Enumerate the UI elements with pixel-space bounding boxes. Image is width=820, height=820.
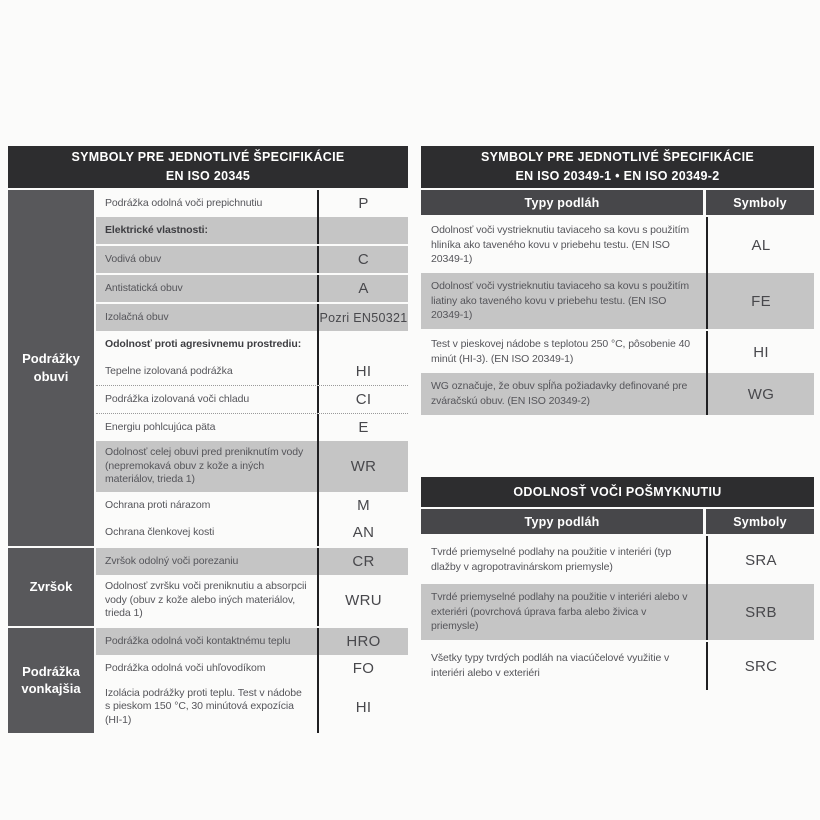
row-description: Elektrické vlastnosti: [105, 223, 208, 236]
table-row [96, 548, 408, 575]
row-symbol: AL [706, 217, 814, 273]
group-rows [96, 628, 408, 733]
row-description: Odolnosť voči vystrieknutiu taviaceho sa kovu s použitím hliníka ako taveného kovu v priebehu testu. (EN ISO 20349-1) [431, 224, 690, 266]
table-row [96, 302, 408, 331]
table-body [421, 217, 814, 415]
row-symbol: WG [706, 373, 814, 415]
table-title-line1: SYMBOLY PRE JEDNOTLIVÉ ŠPECIFIKÁCIE [480, 150, 755, 165]
row-description: Antistatická obuv [105, 281, 183, 294]
table-group [8, 628, 408, 733]
table-row [96, 519, 408, 546]
row-symbol: C [317, 246, 408, 273]
group-rows [96, 548, 408, 626]
table-row [421, 217, 814, 273]
table-row [96, 273, 408, 302]
row-description: Odolnosť zvršku voči preniknutiu a absorpcii vody (obuv z kože alebo iných materiálov, trieda 1) [105, 579, 307, 620]
table-row [421, 329, 814, 373]
row-description: Vodivá obuv [105, 252, 162, 265]
row-description: Podrážka odolná voči uhľovodíkom [105, 661, 266, 674]
row-symbol: AN [317, 519, 408, 546]
row-symbol: A [317, 275, 408, 302]
table-row [96, 217, 408, 244]
row-symbol: HRO [317, 628, 408, 655]
table-slip-resistance [421, 477, 814, 690]
table-title-line2: EN ISO 20345 [165, 169, 251, 183]
table-title-en-iso-20345 [8, 146, 408, 188]
row-description: Odolnosť celej obuvi pred preniknutím vody (nepremokavá obuv z kože a iných materiálov, trieda 1) [105, 446, 304, 486]
row-symbol: HI [317, 358, 408, 385]
row-symbol: WR [317, 441, 408, 492]
row-description: Tvrdé priemyselné podlahy na použitie v interiéri (typ dlažby v agropotravinárskom priemysle) [431, 546, 672, 573]
table-row [421, 273, 814, 329]
table-row [96, 628, 408, 655]
row-description: Podrážka odolná voči prepichnutiu [105, 196, 263, 209]
column-header-symbols: Symboly [706, 190, 814, 215]
column-header-row [421, 509, 814, 534]
table-body [8, 190, 408, 733]
table-row [96, 331, 408, 358]
group-label: Zvršok [8, 548, 94, 626]
row-description: Ochrana proti nárazom [105, 498, 211, 511]
table-row [96, 655, 408, 682]
table-body [421, 536, 814, 690]
table-group [8, 548, 408, 626]
table-row [96, 190, 408, 217]
row-symbol: SRA [706, 536, 814, 584]
column-header-symbols: Symboly [706, 509, 814, 534]
row-description: Podrážka izolovaná voči chladu [105, 392, 250, 405]
table-row [96, 441, 408, 492]
row-symbol: HI [317, 682, 408, 733]
table-row [96, 358, 408, 385]
group-label: Podrážka vonkajšia [8, 628, 94, 733]
row-symbol: CR [317, 548, 408, 575]
row-symbol: FE [706, 273, 814, 329]
row-description: Všetky typy tvrdých podláh na viacúčelové využitie v interiéri alebo v exteriéri [431, 652, 670, 680]
table-row [96, 492, 408, 519]
row-description: Energiu pohlcujúca päta [105, 420, 216, 433]
table-row [421, 584, 814, 640]
row-description: Tvrdé priemyselné podlahy na použitie v interiéri alebo v exteriéri (povrchová úprava farba alebo živica v priemysle) [431, 591, 688, 633]
row-description: Podrážka odolná voči kontaktnému teplu [105, 634, 291, 647]
row-symbol: WRU [317, 575, 408, 626]
table-row [96, 385, 408, 413]
row-description: Izolácia podrážky proti teplu. Test v nádobe s pieskom 150 °C, 30 minútová expozícia (HI-1) [105, 686, 302, 727]
column-header-floor-types: Typy podláh [421, 190, 703, 215]
table-row [96, 413, 408, 441]
table-title-line2: EN ISO 20349-1 • EN ISO 20349-2 [515, 169, 720, 183]
table-en-iso-20349 [421, 146, 814, 415]
row-description: Izolačná obuv [105, 310, 169, 323]
table-row [96, 244, 408, 273]
group-rows [96, 190, 408, 546]
table-title-en-iso-20349 [421, 146, 814, 188]
row-symbol: FO [317, 655, 408, 682]
row-symbol: Pozri EN50321 [317, 304, 408, 331]
row-description: Tepelne izolovaná podrážka [105, 364, 233, 377]
row-description: Test v pieskovej nádobe s teplotou 250 °C, pôsobenie 40 minút (HI-3). (EN ISO 20349-1) [431, 338, 691, 366]
table-row [96, 575, 408, 626]
table-row [421, 536, 814, 584]
row-description: Zvršok odolný voči porezaniu [105, 554, 239, 567]
row-symbol: E [317, 414, 408, 441]
row-symbol: CI [317, 386, 408, 413]
row-symbol [317, 217, 408, 244]
group-label: Podrážky obuvi [8, 190, 94, 546]
table-group [8, 190, 408, 546]
row-symbol: SRC [706, 642, 814, 690]
row-description: Odolnosť proti agresivnemu prostrediu: [105, 337, 302, 350]
table-row [421, 640, 814, 690]
row-description: Ochrana členkovej kosti [105, 525, 215, 538]
row-symbol: HI [706, 331, 814, 373]
table-title-slip-resistance [421, 477, 814, 507]
row-symbol: P [317, 190, 408, 217]
table-row [421, 373, 814, 415]
row-symbol: M [317, 492, 408, 519]
row-description: Odolnosť voči vystrieknutiu taviaceho sa kovu s použitím liatiny ako taveného kovu v priebehu testu. (EN ISO 20349-1) [431, 280, 690, 322]
column-header-floor-types: Typy podláh [421, 509, 703, 534]
row-symbol [317, 331, 408, 358]
row-symbol: SRB [706, 584, 814, 640]
table-en-iso-20345 [8, 146, 408, 733]
table-title-line1: SYMBOLY PRE JEDNOTLIVÉ ŠPECIFIKÁCIE [71, 150, 345, 165]
column-header-row [421, 190, 814, 215]
table-title-line1: ODOLNOSŤ VOČI POŠMYKNUTIU [513, 485, 722, 499]
row-description: WG označuje, že obuv spĺňa požiadavky definované pre zváračskú obuv. (EN ISO 20349-2) [431, 380, 688, 408]
table-row [96, 682, 408, 733]
